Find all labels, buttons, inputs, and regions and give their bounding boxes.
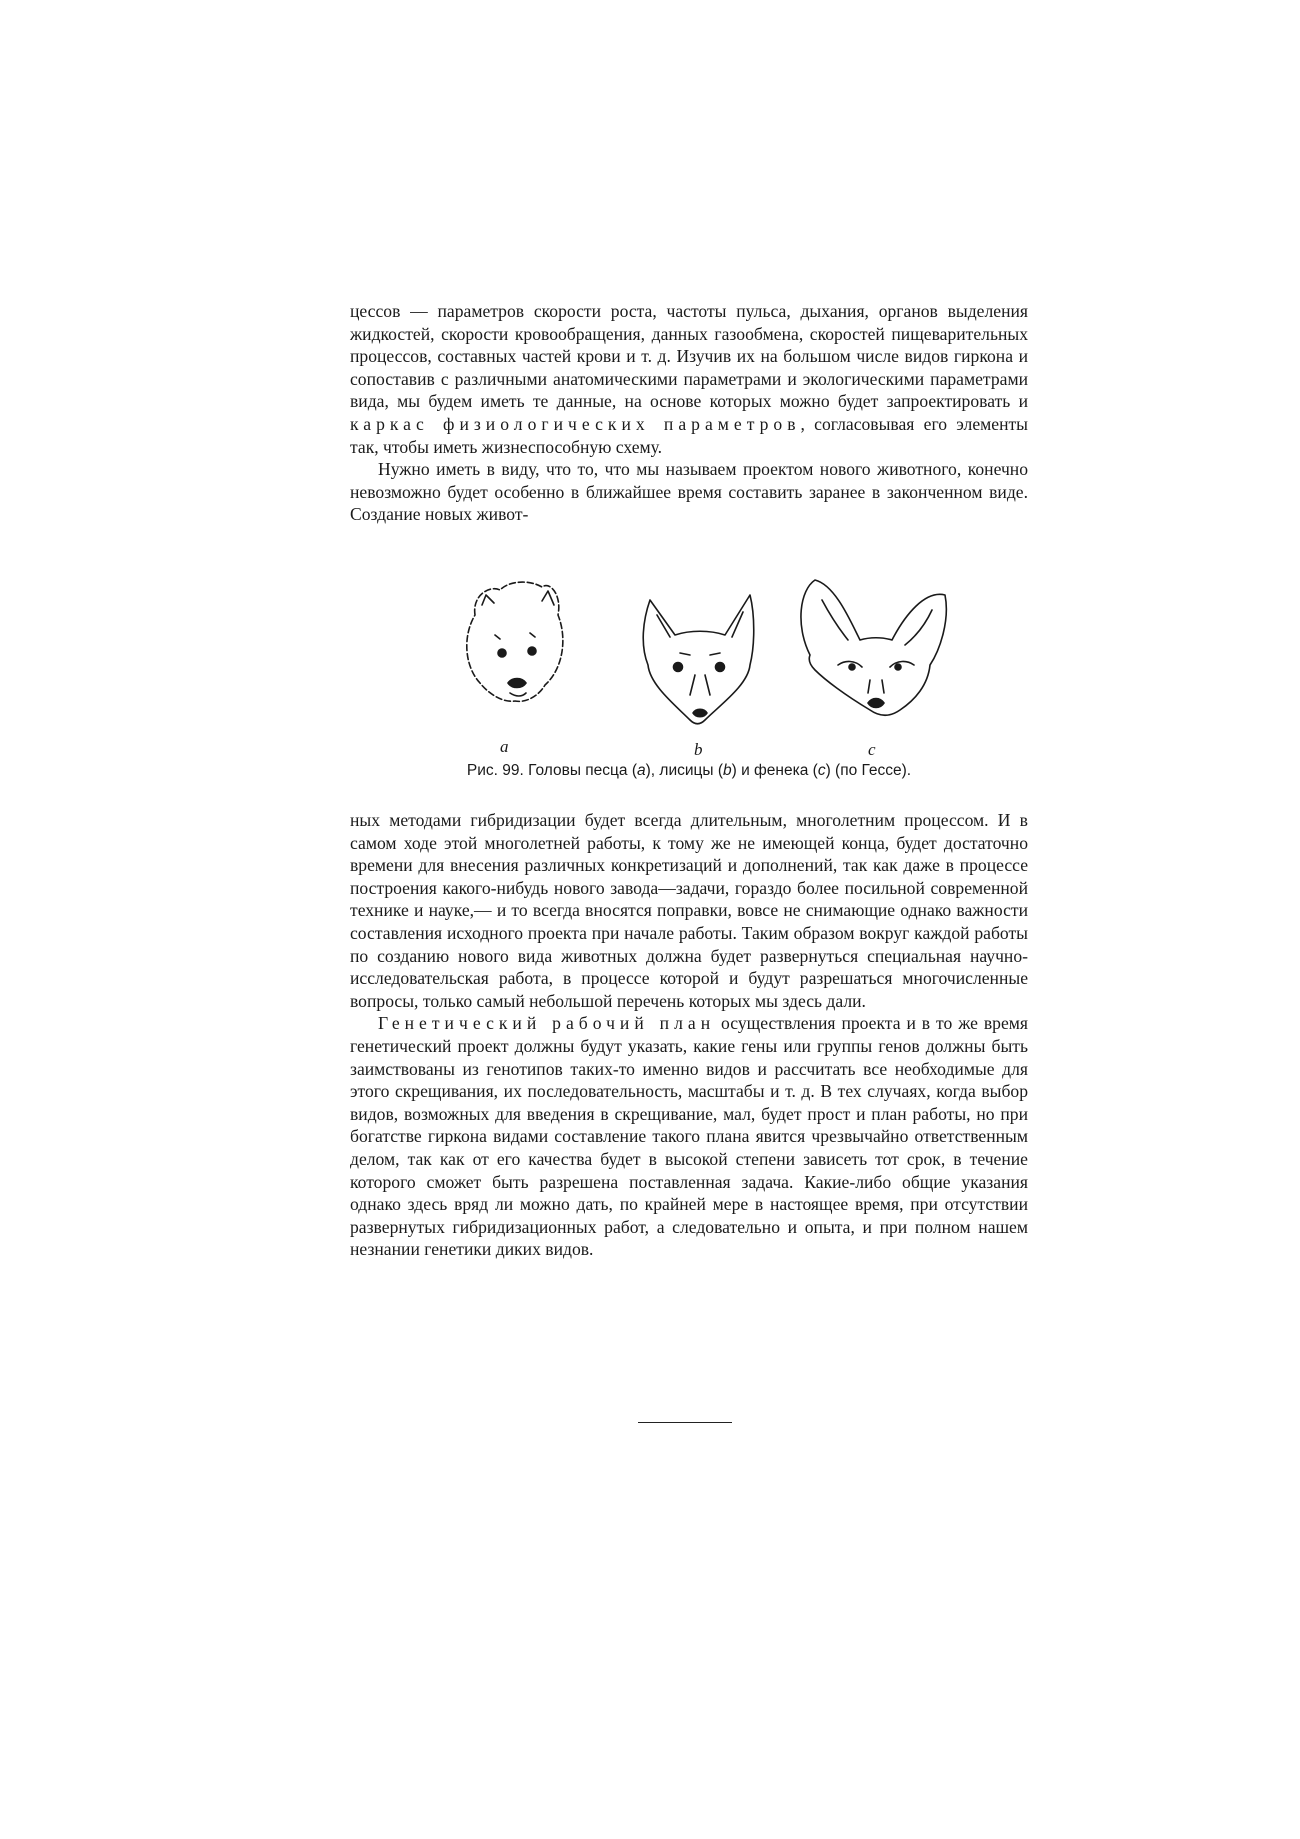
arctic-fox-head: [467, 582, 563, 701]
paragraph-text: Нужно иметь в виду, что то, что мы называем проектом нового животного, конечно невозможно будет особенно в ближайшее время составить заранее в законченном виде. Создание новых живот-: [350, 459, 1028, 525]
paragraph-text: ных методами гибридизации будет всегда длительным, многолетним процессом. И в самом ходе этой многолетней работы, к тому же не имеющей конца, будет достаточно времени для внесения различных конкретизаций и дополнений, так как даже в процессе построения какого-нибудь нового завода—задачи, гораздо более посильной современной технике и науке,— и то всегда вносятся поправки, вовсе не снимающие однако важности составления исходного проекта при начале работы. Таким образом вокруг каждой работы по созданию нового вида животных должна будет развернуться специальная научно-исследовательская работа, в процессе которой и будут разрешаться многочисленные вопросы, только самый небольшой перечень которых мы здесь дали.: [350, 810, 1028, 1011]
figure-caption: [350, 762, 1028, 780]
figure-label-b: b: [694, 740, 703, 759]
caption-text: ) и фенека (: [731, 762, 818, 779]
caption-letter: c: [817, 762, 826, 779]
paragraph: [350, 458, 1028, 526]
caption-text: ) (по Гессе).: [825, 762, 912, 779]
red-fox-head: [643, 595, 754, 724]
end-rule: [638, 1422, 732, 1423]
fox-heads-drawing: [450, 575, 970, 760]
paragraph: [350, 300, 1028, 458]
paragraph: [350, 1012, 1028, 1261]
figure-label-c: c: [868, 740, 876, 759]
caption-text: ), лисицы (: [645, 762, 723, 779]
paragraph-text: , согласовывая его элементы так, чтобы иметь жизнеспособную схему.: [350, 413, 1028, 457]
paragraph: [350, 809, 1028, 1012]
paragraph-text: цессов — параметров скорости роста, частоты пульса, дыхания, органов выделения жидкостей, скорости кровообращения, данных газообмена, скоростей пищеварительных процессов, составных частей крови и т. д. Изучив их на большом числе видов гиркона и сопоставив с различными анатомическими параметрами и экологическими параметрами вида, мы будем иметь те данные, на основе которых можно будет запроектировать и: [350, 301, 1028, 412]
fennec-fox-head: [801, 580, 946, 715]
text-block-top: [350, 300, 1028, 526]
spaced-emphasis: каркас физиологических параметров: [350, 413, 801, 434]
paragraph-text: осуществления проекта и в то же время генетический проект должны будут указать, какие гены или группы генов должны быть заимствованы из генотипов таких-то именно видов и рассчитать все необходимые для этого скрещивания, их последовательность, масштабы и т. д. В тех случаях, когда выбор видов, возможных для введения в скрещивание, мал, будет прост и план работы, но при богатстве гиркона видами составление такого плана явится чрезвычайно ответственным делом, так как от его качества будет в высокой степени зависеть тот срок, в течение которого сможет быть разрешена поставленная задача. Какие-либо общие указания однако здесь вряд ли можно дать, по крайней мере в настоящее время, при отсутствии развернутых гибридизационных работ, а следовательно и опыта, и при полном нашем незнании генетики диких видов.: [350, 1013, 1029, 1260]
figure-fox-heads: [450, 575, 970, 760]
caption-letter: a: [637, 762, 646, 779]
spaced-emphasis: Генетический рабочий план: [378, 1013, 716, 1034]
caption-text: Рис. 99. Головы песца (: [466, 762, 637, 779]
text-block-bottom: [350, 809, 1028, 1261]
caption-letter: b: [723, 762, 732, 779]
figure-label-a: a: [500, 737, 509, 756]
